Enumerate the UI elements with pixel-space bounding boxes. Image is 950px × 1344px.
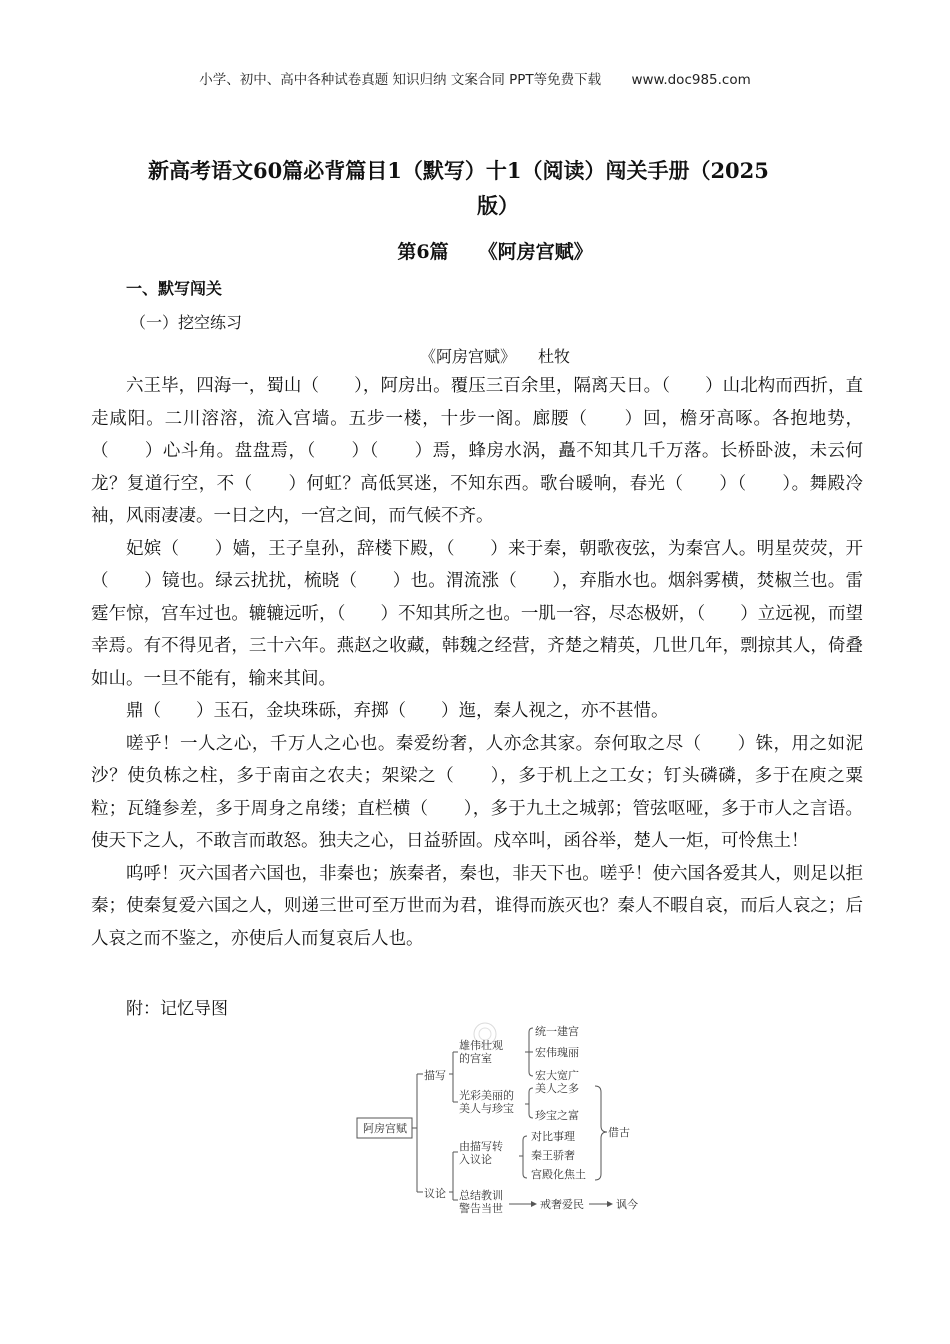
memory-mind-map [345, 1022, 665, 1217]
branch2-connector [449, 1152, 458, 1200]
leaf: 宫殿化焦土 [531, 1168, 586, 1181]
leaf: 珍宝之富 [535, 1109, 579, 1122]
title-line-1: 新高考语文60篇必背篇目1（默写）十1（阅读）闯关手册（2025 [148, 158, 769, 183]
poem-heading [0, 344, 950, 367]
node-grand-palace: 雄伟壮观 [459, 1039, 503, 1052]
section-heading: 一、默写闯关 [126, 279, 223, 298]
mindmap-fengjin: 讽今 [616, 1198, 638, 1211]
bracket-a [525, 1028, 533, 1076]
node-grand-palace: 的宫室 [459, 1052, 492, 1065]
document-title [148, 153, 848, 223]
header-text: 小学、初中、高中各种试卷真题 知识归纳 文案合同 PPT等免费下载 [199, 72, 602, 88]
leaf: 宏大宽广 [535, 1069, 579, 1082]
big-bracket [595, 1086, 607, 1180]
leaf: 对比事理 [531, 1130, 575, 1143]
bracket-c [519, 1136, 527, 1178]
root-connector [412, 1074, 423, 1192]
paragraph: 六王毕，四海一，蜀山（ ），阿房出。覆压三百余里，隔离天日。（ ）山北构而西折，直走咸阳。二川溶溶，流入宫墙。五步一楼，十步一阁。廊腰（ ）回，檐牙高啄。各抱地势，（ ）心斗角。盘盘焉，（ ）（ ）焉，蜂房水涡，矗不知其几千万落。长桥卧波，未云何龙？复道行空，不（ ）何虹？高低冥迷，不知东西。歌台暖响，春光（ ）（ ）。舞殿冷袖，风雨凄凄。一日之内，一宫之间，而气候不齐。 [91, 376, 863, 526]
arrow-right-icon [607, 1201, 613, 1207]
bracket-b [525, 1088, 533, 1118]
node-lesson: 总结教训 [459, 1189, 503, 1202]
leaf: 秦王骄奢 [531, 1149, 575, 1162]
leaf: 美人之多 [535, 1082, 579, 1095]
arrow-right-icon [531, 1201, 537, 1207]
node-beauties-treasures: 光彩美丽的 [459, 1089, 514, 1102]
leaf: 统一建宫 [535, 1025, 579, 1038]
paragraph: 呜呼！灭六国者六国也，非秦也；族秦者，秦也，非天下也。嗟乎！使六国各爱其人，则足以拒秦；使秦复爱六国之人，则递三世可至万世而为君，谁得而族灭也？秦人不暇自哀，而后人哀之；后人哀之而不鉴之，亦使后人而复哀后人也。 [91, 863, 863, 949]
chapter-subtitle [0, 237, 950, 264]
leaf: 戒奢爱民 [540, 1198, 584, 1211]
chapter-number: 第6篇 [397, 241, 449, 263]
branch-argument: 议论 [424, 1187, 446, 1200]
subsection-heading: （一）挖空练习 [130, 313, 243, 332]
mindmap-jiegu: 借古 [608, 1126, 630, 1139]
node-transition: 入议论 [459, 1153, 492, 1166]
leaf: 宏伟瑰丽 [535, 1046, 579, 1059]
page-header [0, 68, 950, 88]
title-line-2: 版） [477, 193, 519, 218]
node-beauties-treasures: 美人与珍宝 [459, 1102, 514, 1115]
node-lesson: 警告当世 [459, 1202, 503, 1215]
node-transition: 由描写转 [459, 1140, 503, 1153]
chapter-name: 《阿房宫赋》 [478, 241, 593, 263]
poem-body [91, 370, 863, 955]
poem-title: 《阿房宫赋》 [419, 347, 516, 366]
paragraph: 鼎（ ）玉石，金块珠砾，弃掷（ ）迤，秦人视之，亦不甚惜。 [126, 701, 669, 721]
header-site: www.doc985.com [631, 72, 751, 88]
branch-description: 描写 [424, 1069, 446, 1082]
branch1-connector [449, 1052, 458, 1102]
appendix-label: 附：记忆导图 [126, 999, 228, 1019]
poem-author: 杜牧 [538, 347, 571, 366]
paragraph: 妃嫔（ ）嫱，王子皇孙，辞楼下殿，（ ）来于秦，朝歌夜弦，为秦宫人。明星荧荧，开（ ）镜也。绿云扰扰，梳晓（ ）也。渭流涨（ ），弃脂水也。烟斜雾横，焚椒兰也。雷霆乍惊，宫车过也。辘辘远听，（ ）不知其所之也。一肌一容，尽态极妍，（ ）立远视，而望幸焉。有不得见者，三十六年。燕赵之收藏，韩魏之经营，齐楚之精英，几世几年，剽掠其人，倚叠如山。一旦不能有，输来其间。 [91, 538, 863, 689]
paragraph: 嗟乎！一人之心，千万人之心也。秦爱纷奢，人亦念其家。奈何取之尽（ ）铢，用之如泥沙？使负栋之柱，多于南亩之农夫；架梁之（ ），多于机上之工女；钉头磷磷，多于在庾之粟粒；瓦缝参差，多于周身之帛缕；直栏横（ ），多于九土之城郭；管弦呕哑，多于市人之言语。使天下之人，不敢言而敢怒。独夫之心，日益骄固。戍卒叫，函谷举，楚人一炬，可怜焦土！ [91, 733, 863, 851]
mindmap-root: 阿房宫赋 [363, 1122, 407, 1135]
